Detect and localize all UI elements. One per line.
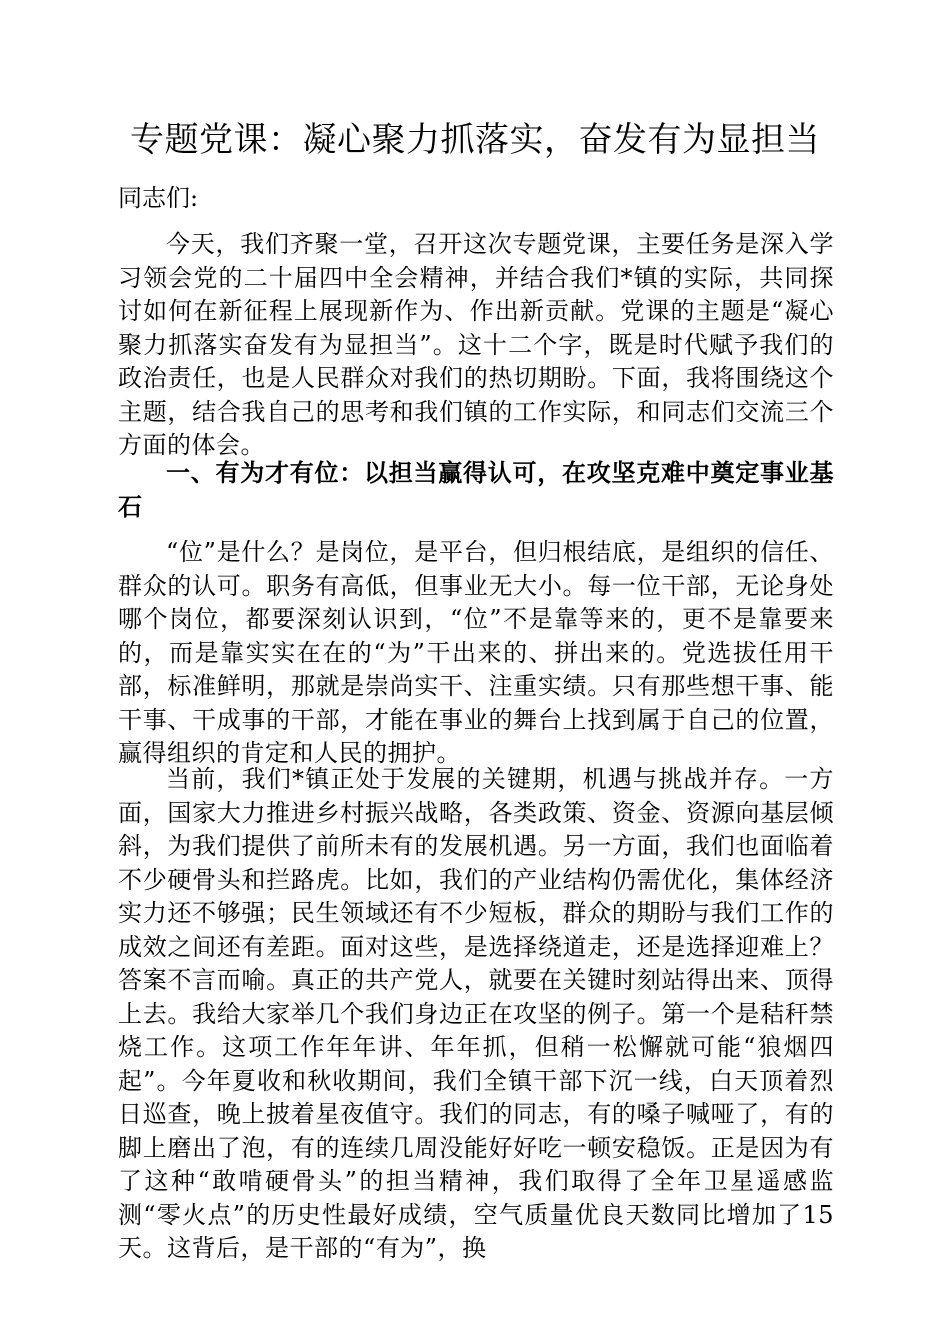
- paragraph-intro: 今天，我们齐聚一堂，召开这次专题党课，主要任务是深入学习领会党的二十届四中全会精神，并结合我们*镇的实际，共同探讨如何在新征程上展现新作为、作出新贡献。党课的主题是“凝心聚力抓落实奋发有为显担当”。这十二个字，既是时代赋予我们的政治责任，也是人民群众对我们的热切期盼。下面，我将围绕这个主题，结合我自己的思考和我们镇的工作实际，和同志们交流三个方面的体会。: [118, 230, 834, 459]
- document-title: 专题党课：凝心聚力抓落实，奋发有为显担当: [130, 120, 820, 160]
- paragraph-position: “位”是什么？是岗位，是平台，但归根结底，是组织的信任、群众的认可。职务有高低，但事业无大小。每一位干部，无论身处哪个岗位，都要深刻认识到，“位”不是靠等来的，更不是靠要来的，而是靠实实在在的“为”干出来的、拼出来的。党选拔任用干部，标准鲜明，那就是崇尚实干、注重实绩。只有那些想干事、能干事、干成事的干部，才能在事业的舞台上找到属于自己的位置，赢得组织的肯定和人民的拥护。: [118, 538, 834, 767]
- salutation: 同志们:: [118, 184, 199, 212]
- paragraph-current-situation: 当前，我们*镇正处于发展的关键期，机遇与挑战并存。一方面，国家大力推进乡村振兴战略，各类政策、资金、资源向基层倾斜，为我们提供了前所未有的发展机遇。另一方面，我们也面临着不少硬骨头和拦路虎。比如，我们的产业结构仍需优化，集体经济实力还不够强；民生领域还有不少短板，群众的期盼与我们工作的成效之间还有差距。面对这些，是选择绕道走，还是选择迎难上？答案不言而喻。真正的共产党人，就要在关键时刻站得出来、顶得上去。我给大家举几个我们身边正在攻坚的例子。第一个是秸秆禁烧工作。这项工作年年讲、年年抓，但稍一松懈就可能“狼烟四起”。今年夏收和秋收期间，我们全镇干部下沉一线，白天顶着烈日巡查，晚上披着星夜值守。我们的同志，有的嗓子喊哑了，有的脚上磨出了泡，有的连续几周没能好好吃一顿安稳饭。正是因为有了这种“敢啃硬骨头”的担当精神，我们取得了全年卫星遥感监测“零火点”的历史性最好成绩，空气质量优良天数同比增加了15天。这背后，是干部的“有为”，换: [118, 765, 834, 1262]
- section-heading-1: 一、有为才有位：以担当赢得认可，在攻坚克难中奠定事业基石: [118, 458, 834, 521]
